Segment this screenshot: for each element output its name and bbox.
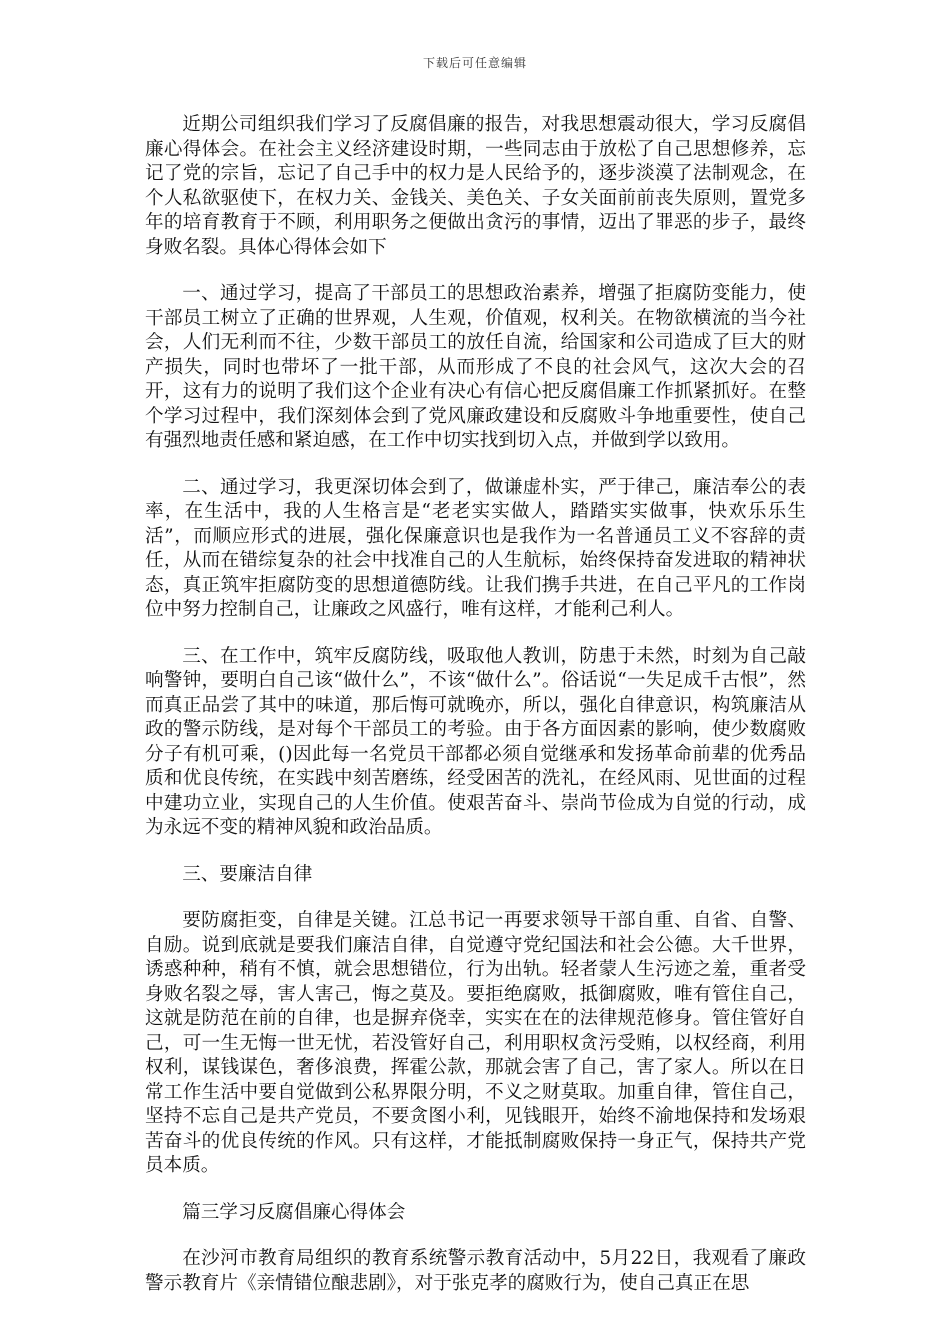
paragraph-intro: 近期公司组织我们学习了反腐倡廉的报告，对我思想震动很大，学习反腐倡廉心得体会。在社会主义经济建设时期，一些同志由于放松了自己思想修养，忘记了党的宗旨，忘记了自己手中的权力是人民给予的，逐步淡漠了法制观念，在个人私欲驱使下，在权力关、金钱关、美色关、子女关面前前丧失原则，置党多年的培育教育于不顾，利用职务之便做出贪污的事情，迈出了罪恶的步子，最终身败名裂。具体心得体会如下 bbox=[145, 114, 806, 258]
paragraph-self-discipline: 要防腐拒变，自律是关键。江总书记一再要求领导干部自重、自省、自警、自励。说到底就是要我们廉洁自律，自觉遵守党纪国法和社会公德。大千世界，诱惑种种，稍有不慎，就会思想错位，行为出轨。轻者蒙人生污迹之羞，重者受身败名裂之辱，害人害己，悔之莫及。要拒绝腐败，抵御腐败，唯有管住自己，这就是防范在前的自律，也是摒弃侥幸，实实在在的法律规范修身。管住管好自己，可一生无悔一世无忧，若没管好自己，利用职权贪污受贿，以权经商，利用权利，谋钱谋色，奢侈浪费，挥霍公款，那就会害了自己，害了家人。所以在日常工作生活中要自觉做到公私界限分明，不义之财莫取。加重自律，管住自己，坚持不忘自己是共产党员，不要贪图小利，见钱眼开，始终不渝地保持和发场艰苦奋斗的优良传统的作风。只有这样，才能抵制腐败保持一身正气，保持共产党员本质。 bbox=[145, 910, 806, 1176]
section-heading-self-discipline: 三、要廉洁自律 bbox=[182, 863, 313, 885]
document-body bbox=[145, 113, 806, 1318]
paragraph-point-one: 一、通过学习，提高了干部员工的思想政治素养，增强了拒腐防变能力，使干部员工树立了正确的世界观，人生观，价值观，权利关。在物欲横流的当今社会，人们无利而不往，少数干部员工的放任自流，给国家和公司造成了巨大的财产损失，同时也带坏了一批干部，从而形成了不良的社会风气，这次大会的召开，这有力的说明了我们这个企业有决心有信心把反腐倡廉工作抓紧抓好。在整个学习过程中，我们深刻体会到了党风廉政建设和反腐败斗争地重要性，使自己有强烈地责任感和紧迫感，在工作中切实找到切入点，并做到学以致用。 bbox=[145, 283, 806, 451]
section-heading-part-three: 篇三学习反腐倡廉心得体会 bbox=[182, 1201, 406, 1223]
page-header: 下载后可任意编辑 bbox=[422, 56, 527, 70]
paragraph-point-two: 二、通过学习，我更深切体会到了，做谦虚朴实，严于律己，廉洁奉公的表率，在生活中，我的人生格言是“老老实实做人，踏踏实实做事，快欢乐乐生活”，而顺应形式的进展，强化保廉意识也是我作为一名普通员工义不容辞的责任，从而在错综复杂的社会中找准自己的人生航标，始终保持奋发进取的精神状态，真正筑牢拒腐防变的思想道德防线。让我们携手共进，在自己平凡的工作岗位中努力控制自己，让廉政之风盛行，唯有这样，才能利己利人。 bbox=[145, 476, 806, 620]
paragraph-part-three-intro: 在沙河市教育局组织的教育系统警示教育活动中，5月22日，我观看了廉政警示教育片《亲情错位酿悲剧》，对于张克孝的腐败行为，使自己真正在思 bbox=[145, 1248, 806, 1294]
paragraph-point-three: 三、在工作中，筑牢反腐防线，吸取他人教训，防患于未然，时刻为自己敲响警钟，要明白自己该“做什么”，不该“做什么”。俗话说“一失足成千古恨”，然而真正品尝了其中的味道，那后悔可就晚亦，所以，强化自律意识，构筑廉洁从政的警示防线，是对每个干部员工的考验。由于各方面因素的影响，使少数腐败分子有机可乘，()因此每一名党员干部都必须自觉继承和发扬革命前辈的优秀品质和优良传统，在实践中刻苦磨练，经受困苦的洗礼，在经风雨、见世面的过程中建功立业，实现自己的人生价值。使艰苦奋斗、崇尚节俭成为自觉的行动，成为永远不变的精神风貌和政治品质。 bbox=[145, 645, 806, 838]
